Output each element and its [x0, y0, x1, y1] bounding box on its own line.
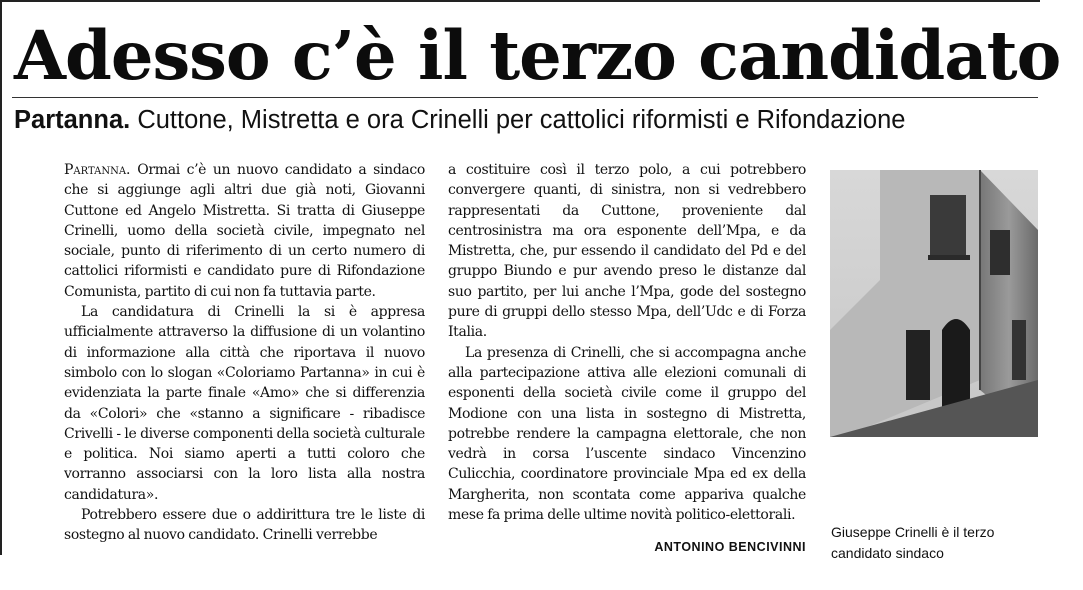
photo-building [830, 170, 1038, 437]
paragraph-3: Potrebbero essere due o addirittura tre le liste di sostegno al nuovo candidato. Crinelli verrebbe [64, 507, 425, 544]
dateline: Partanna. [64, 162, 131, 178]
paragraph-5: La presenza di Crinelli, che si accompagna anche alla partecipazione attiva alle elezioni comunali di esponenti della società civile come il gruppo del Modione con una lista in sostegno di Mistretta, potrebbe rendere la campagna elettorale, che non vedrà in corsa l’uscente sindaco Vincenzino Culicchia, coordinatore provinciale Mpa ed ex della Margherita, non scontata come appariva qualche mese fa prima delle ultime novità politico-elettorali. [448, 344, 806, 524]
page-top-border [0, 0, 1040, 2]
photo-caption: Giuseppe Crinelli è il terzo candidato sindaco [831, 524, 995, 561]
page-left-border [0, 0, 2, 555]
headline-rule [12, 97, 1038, 98]
paragraph-1-text: Ormai c’è un nuovo candidato a sindaco che si aggiunge agli altri due già noti, Giovanni Cuttone ed Angelo Mistretta. Si tratta di Giuseppe Crinelli, uomo della società civile, impegnato nel sociale, punto di riferimento di un certo numero di cattolici riformisti e candidato pure di Rifondazione Comunista, partito di cui non fa tuttavia parte. [64, 162, 425, 300]
subhead-place: Partanna. [14, 106, 131, 134]
article-column-2 [448, 160, 806, 525]
subhead-text: Cuttone, Mistretta e ora Crinelli per cattolici riformisti e Rifondazione [137, 106, 906, 134]
paragraph-1 [64, 160, 425, 302]
paragraph-2: La candidatura di Crinelli la si è appresa ufficialmente attraverso la diffusione di un volantino di informazione alla città che riportava il nuovo simbolo con lo slogan «Coloriamo Partanna» in cui è evidenziata la parte finale «Amo» che si differenzia da «Colori» che «stanno a significare - ribadisce Crivelli - le diverse componenti della società culturale e politica. Noi siamo aperti a tutti coloro che vorranno associarsi con la loro lista alla nostra candidatura». [64, 304, 425, 503]
headline: Adesso c’è il terzo candidato [14, 16, 1061, 95]
subheadline [14, 102, 1039, 138]
byline: ANTONINO BENCIVINNI [654, 540, 806, 554]
article-column-1 [64, 160, 425, 546]
paragraph-4: a costituire così il terzo polo, a cui potrebbero convergere quanti, di sinistra, non si vedrebbero rappresentati da Cuttone, proveniente dal centrosinistra ma ora esponente dell’Mpa, e da Mistretta, che, pur essendo il candidato del Pd e del gruppo Biundo e pur avendo preso le distanze dal suo partito, per lui anche l’Mpa, gode del sostegno pure di gruppi dello stesso Mpa, dell’Udc e di Forza Italia. [448, 162, 806, 341]
